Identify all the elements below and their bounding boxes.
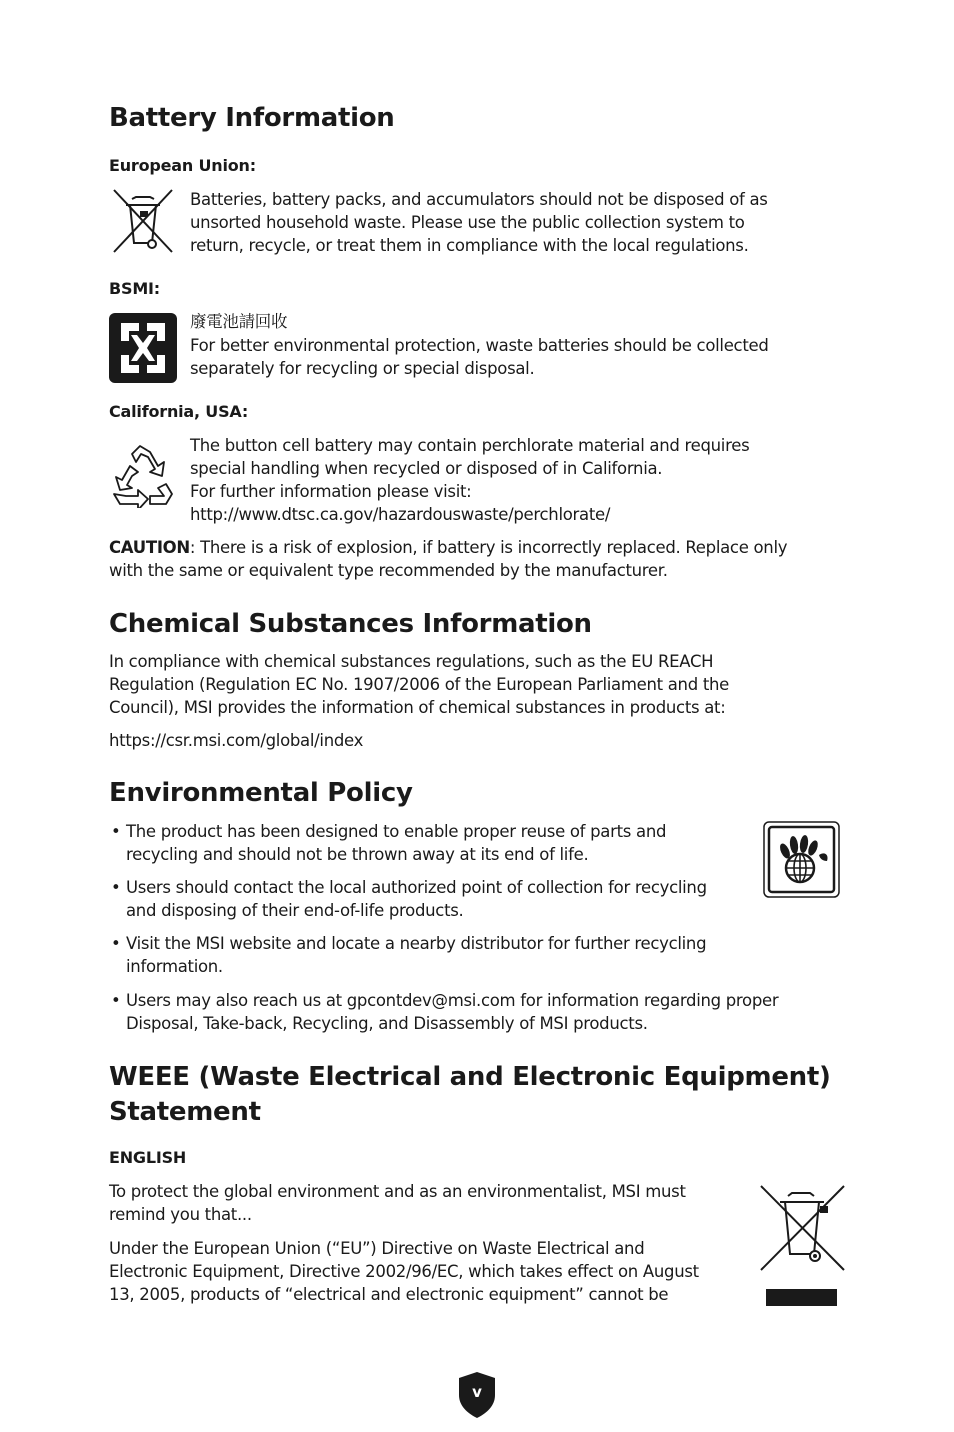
environmental-title: Environmental Policy: [109, 778, 413, 808]
bullet-line: Users should contact the local authorized point of collection for recycling: [126, 878, 707, 897]
bullet-line: and disposing of their end-of-life products.: [126, 901, 464, 920]
eu-text: [190, 188, 768, 257]
eu-text-line: return, recycle, or treat them in compliance with the local regulations.: [190, 236, 749, 255]
bsmi-text: [190, 334, 769, 380]
page-number: v: [472, 1383, 482, 1401]
california-text: [190, 434, 749, 526]
chemical-text-line: Council), MSI provides the information of chemical substances in products at:: [109, 698, 726, 717]
weee-para1: [109, 1180, 686, 1226]
weee-text-line: Electronic Equipment, Directive 2002/96/EC, which takes effect on August: [109, 1262, 699, 1281]
weee-text-line: 13, 2005, products of “electrical and electronic equipment” cannot be: [109, 1285, 669, 1304]
chemical-text: [109, 650, 729, 719]
chemical-title: Chemical Substances Information: [109, 609, 592, 639]
bsmi-recycle-icon: [109, 313, 177, 383]
weee-language-label: ENGLISH: [109, 1148, 187, 1167]
document-page: Battery Information European Union: Batteries, battery packs, and accumulators should not be disposed of as unsorted household waste. Please use the public collection system to return, recycle, or treat them in compliance with the local regulations. BSMI: 廢電池請回收 For better environmental protection, waste batteries should be collected separately for recycling or special disposal. California, USA: The button cell battery may contain perchlorate material and requires special handling when recycled or disposed of in California. For further information please visit: http://www.dtsc.ca.gov/hazardouswaste/perchlorate/ CAUTION: There is a risk of explosion, if battery is incorrectly replaced. Replace only with the same or equivalent type recommended by the manufacturer. Chemical Substances Information In compliance with chemical substances regulations, such as the EU REACH Regulation (Regulation EC No. 1907/2006 of the European Parliament and the Council), MSI provides the information of chemical substances in products at: https://csr.msi.com/global/index Environmental Policy • The product has been designed to enable proper reuse of parts and recycling and should not be thrown away at its end of life. • Users should contact the local authorized point of collection for recycling and disposing of their end-of-life products. • Visit the MSI website and locate a nearby distributor for further recycling information. • Users may also reach us at gpcontdev@msi.com for information regarding proper Disposal, Take-back, Recycling, and Disassembly of MSI products. WEEE (Waste Electrical and Electronic Equipment) Statement ENGLISH To protect the global environment and as an environmentalist, MSI must remind you that... Under the European Union (“EU”) Directive on Waste Electrical and Electronic Equipment, Directive 2002/96/EC, which takes effect on August 13, 2005, products of “electrical and electronic equipment” cannot be v: [0, 0, 954, 1432]
globe-hand-icon: [763, 821, 840, 898]
eu-text-line: unsorted household waste. Please use the public collection system to: [190, 213, 745, 232]
california-label: California, USA:: [109, 402, 249, 421]
bsmi-chinese: 廢電池請回收: [190, 312, 288, 331]
california-text-line: For further information please visit:: [190, 482, 472, 501]
bullet-line: Visit the MSI website and locate a nearby distributor for further recycling: [126, 934, 707, 953]
bullet-line: information.: [126, 957, 223, 976]
weee-para2: [109, 1237, 699, 1306]
perchlorate-link[interactable]: http://www.dtsc.ca.gov/hazardouswaste/perchlorate/: [190, 505, 611, 524]
bsmi-text-line: separately for recycling or special disposal.: [190, 359, 535, 378]
weee-title-line: Statement: [109, 1097, 261, 1127]
california-text-line: special handling when recycled or disposed of in California.: [190, 459, 663, 478]
bullet-line: Users may also reach us at gpcontdev@msi.com for information regarding proper: [126, 991, 779, 1010]
weee-title: [109, 1060, 831, 1130]
caution-text: [109, 536, 787, 582]
weee-text-line: remind you that...: [109, 1205, 252, 1224]
weee-text-line: Under the European Union (“EU”) Directive on Waste Electrical and: [109, 1239, 645, 1258]
eu-label: European Union:: [109, 156, 256, 175]
bsmi-label: BSMI:: [109, 279, 160, 298]
california-text-line: The button cell battery may contain perchlorate material and requires: [190, 436, 750, 455]
chemical-text-line: Regulation (Regulation EC No. 1907/2006 of the European Parliament and the: [109, 675, 730, 694]
eu-text-line: Batteries, battery packs, and accumulators should not be disposed of as: [190, 190, 768, 209]
bullet-line: Disposal, Take-back, Recycling, and Disassembly of MSI products.: [126, 1014, 648, 1033]
chemical-url-link[interactable]: https://csr.msi.com/global/index: [109, 731, 364, 750]
caution-line: with the same or equivalent type recommended by the manufacturer.: [109, 561, 668, 580]
bullet-line: recycling and should not be thrown away at its end of life.: [126, 845, 589, 864]
crossed-bin-icon: [110, 187, 176, 255]
caution-label: CAUTION: [109, 538, 190, 557]
caution-line: : There is a risk of explosion, if battery is incorrectly replaced. Replace only: [189, 538, 788, 557]
bullet-line: The product has been designed to enable proper reuse of parts and: [126, 822, 667, 841]
weee-crossed-bin-icon: [758, 1184, 846, 1308]
chemical-text-line: In compliance with chemical substances regulations, such as the EU REACH: [109, 652, 714, 671]
bsmi-text-line: For better environmental protection, waste batteries should be collected: [190, 336, 769, 355]
weee-title-line: WEEE (Waste Electrical and Electronic Equipment): [109, 1062, 831, 1092]
weee-text-line: To protect the global environment and as an environmentalist, MSI must: [109, 1182, 686, 1201]
recycle-arrows-icon: [110, 444, 176, 508]
battery-title: Battery Information: [109, 103, 395, 133]
